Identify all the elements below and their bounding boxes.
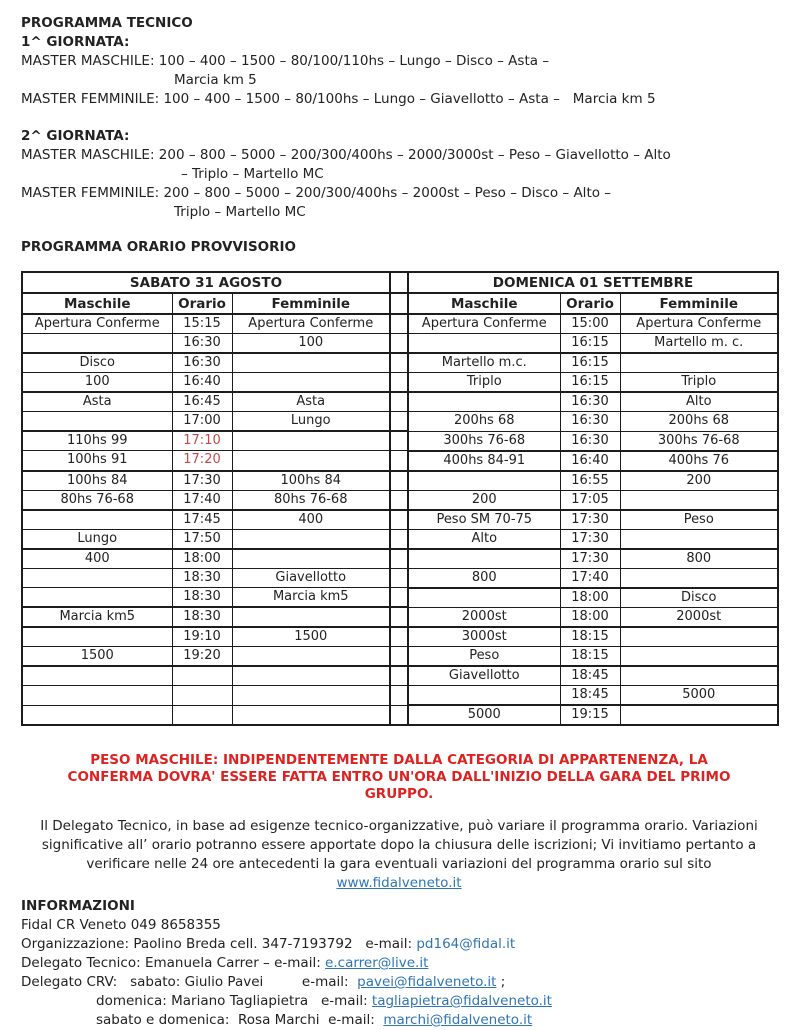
schedule-cell: 80hs 76-68	[22, 490, 172, 510]
schedule-cell: 17:30	[560, 549, 620, 569]
schedule-cell: 18:15	[560, 627, 620, 647]
schedule-cell: 19:15	[560, 705, 620, 725]
schedule-spacer-cell	[390, 373, 408, 393]
schedule-cell	[620, 568, 778, 588]
schedule-row	[22, 451, 778, 471]
schedule-cell: Apertura Conferme	[232, 314, 390, 334]
domenica-title: DOMENICA 01 SETTEMBRE	[408, 272, 778, 293]
schedule-cell: Lungo	[22, 529, 172, 549]
column-header-row	[22, 293, 778, 314]
schedule-spacer-cell	[390, 647, 408, 667]
schedule-cell: 16:30	[560, 392, 620, 412]
schedule-cell: 400	[22, 549, 172, 569]
schedule-cell: 80hs 76-68	[232, 490, 390, 510]
schedule-cell	[408, 392, 560, 412]
schedule-cell: Marcia km5	[22, 607, 172, 627]
schedule-cell: Peso	[408, 647, 560, 667]
schedule-cell	[620, 647, 778, 667]
schedule-cell	[408, 549, 560, 569]
schedule-cell	[172, 686, 232, 706]
schedule-row	[22, 666, 778, 686]
schedule-cell	[620, 705, 778, 725]
tagliapietra-email-link[interactable]: tagliapietra@fidalveneto.it	[371, 993, 552, 1009]
schedule-cell	[408, 334, 560, 354]
schedule-cell	[22, 412, 172, 432]
schedule-cell: 300hs 76-68	[620, 431, 778, 451]
delegato-tecnico-line	[21, 954, 777, 973]
schedule-cell: Peso	[620, 510, 778, 530]
schedule-cell: 200hs 68	[620, 412, 778, 432]
schedule-cell	[620, 627, 778, 647]
schedule-body	[22, 314, 778, 725]
schedule-cell: 2000st	[620, 607, 778, 627]
schedule-row	[22, 686, 778, 706]
schedule-cell: Apertura Conferme	[620, 314, 778, 334]
schedule-row	[22, 392, 778, 412]
schedule-cell: 16:30	[560, 431, 620, 451]
schedule-cell	[22, 705, 172, 725]
schedule-cell: 100hs 84	[232, 471, 390, 491]
schedule-spacer-cell	[390, 490, 408, 510]
schedule-table	[21, 271, 779, 726]
schedule-cell: Disco	[22, 353, 172, 373]
schedule-cell	[620, 529, 778, 549]
schedule-spacer-cell	[390, 529, 408, 549]
schedule-cell	[620, 490, 778, 510]
notice-text: Il Delegato Tecnico, in base ad esigenze tecnico-organizzative, può variare il programma orario. Variazioni significative all’ orario potranno essere apportate dopo la chiusura delle iscrizioni; Vi invitiamo pertanto a verificare nelle 24 ore antecedenti la gara eventuali variazioni del programma orario sul sito	[40, 818, 758, 872]
schedule-cell: 17:30	[560, 529, 620, 549]
schedule-cell: 17:30	[172, 471, 232, 491]
schedule-cell: 16:45	[172, 392, 232, 412]
schedule-cell: Apertura Conferme	[22, 314, 172, 334]
schedule-cell: 15:15	[172, 314, 232, 334]
schedule-row	[22, 353, 778, 373]
schedule-spacer-cell	[390, 686, 408, 706]
programma-tecnico-title: PROGRAMMA TECNICO	[21, 15, 193, 31]
delegato-crv-suffix: ;	[496, 974, 506, 990]
schedule-row	[22, 627, 778, 647]
schedule-cell: Marcia km5	[232, 588, 390, 608]
domenica-maschile-header: Maschile	[408, 293, 560, 314]
day1-maschile: MASTER MASCHILE: 100 – 400 – 1500 – 80/100/110hs – Lungo – Disco – Asta –	[21, 53, 550, 69]
schedule-cell	[620, 666, 778, 686]
schedule-cell: 5000	[620, 686, 778, 706]
orario-title: PROGRAMMA ORARIO PROVVISORIO	[21, 239, 297, 255]
schedule-cell: Triplo	[408, 373, 560, 393]
schedule-cell	[172, 705, 232, 725]
organizzazione-text: Organizzazione: Paolino Breda cell. 347-7193792 e-mail:	[21, 936, 417, 952]
schedule-spacer-cell	[390, 431, 408, 451]
schedule-cell: Alto	[620, 392, 778, 412]
schedule-cell: 300hs 76-68	[408, 431, 560, 451]
schedule-cell: 16:40	[560, 451, 620, 471]
schedule-cell: 19:20	[172, 647, 232, 667]
schedule-spacer-cell	[390, 451, 408, 471]
schedule-cell: 17:10	[172, 431, 232, 451]
schedule-cell: 16:30	[172, 353, 232, 373]
schedule-row	[22, 510, 778, 530]
schedule-spacer-cell	[390, 607, 408, 627]
schedule-cell	[232, 451, 390, 471]
schedule-cell: 17:05	[560, 490, 620, 510]
schedule-cell: Asta	[22, 392, 172, 412]
day1-femminile: MASTER FEMMINILE: 100 – 400 – 1500 – 80/100hs – Lungo – Giavellotto – Asta – Marcia km 5	[21, 91, 656, 107]
schedule-spacer-cell	[390, 705, 408, 725]
informazioni-heading: INFORMAZIONI	[21, 898, 135, 914]
schedule-cell	[408, 471, 560, 491]
schedule-cell: Peso SM 70-75	[408, 510, 560, 530]
schedule-cell: 18:30	[172, 568, 232, 588]
schedule-row	[22, 373, 778, 393]
schedule-cell	[408, 686, 560, 706]
schedule-spacer-cell	[390, 353, 408, 373]
pd164-email-link[interactable]: pd164@fidal.it	[416, 936, 516, 952]
schedule-spacer-cell	[390, 549, 408, 569]
schedule-cell: 18:00	[560, 588, 620, 608]
schedule-cell: 2000st	[408, 607, 560, 627]
schedule-cell: 100	[22, 373, 172, 393]
schedule-cell	[172, 666, 232, 686]
schedule-cell	[232, 549, 390, 569]
peso-maschile-warning: PESO MASCHILE: INDIPENDENTEMENTE DALLA CATEGORIA DI APPARTENENZA, LA CONFERMA DOVRA' ESSERE FATTA ENTRO UN'ORA DALL'INIZIO DELLA GARA DEL PRIMO GRUPPO.	[67, 752, 731, 802]
schedule-spacer-cell	[390, 568, 408, 588]
schedule-cell	[232, 607, 390, 627]
schedule-cell: 400hs 76	[620, 451, 778, 471]
schedule-cell: 100hs 91	[22, 451, 172, 471]
schedule-spacer-cell	[390, 314, 408, 334]
schedule-cell: 110hs 99	[22, 431, 172, 451]
schedule-spacer-cell	[390, 412, 408, 432]
delegato-crv-text: Delegato CRV: sabato: Giulio Pavei e-mail:	[21, 974, 358, 990]
schedule-spacer-cell	[390, 588, 408, 608]
schedule-cell	[232, 373, 390, 393]
schedule-cell: 16:30	[560, 412, 620, 432]
fidal-contact-line: Fidal CR Veneto 049 8658355	[21, 917, 221, 933]
sabato-orario-header: Orario	[172, 293, 232, 314]
domenica-femminile-header: Femminile	[620, 293, 778, 314]
spacer-header-cell	[390, 272, 408, 293]
schedule-cell	[232, 529, 390, 549]
marchi-email-link[interactable]: marchi@fidalveneto.it	[383, 1012, 533, 1028]
schedule-row	[22, 412, 778, 432]
schedule-row	[22, 314, 778, 334]
schedule-cell: 17:40	[560, 568, 620, 588]
schedule-cell: Apertura Conferme	[408, 314, 560, 334]
sabato-femminile-header: Femminile	[232, 293, 390, 314]
schedule-cell: 17:30	[560, 510, 620, 530]
schedule-cell: Martello m.c.	[408, 353, 560, 373]
schedule-cell	[22, 588, 172, 608]
schedule-cell: 3000st	[408, 627, 560, 647]
schedule-cell	[22, 510, 172, 530]
schedule-row	[22, 568, 778, 588]
schedule-cell: 19:10	[172, 627, 232, 647]
domenica-orario-header: Orario	[560, 293, 620, 314]
schedule-cell: Giavellotto	[232, 568, 390, 588]
schedule-cell	[22, 568, 172, 588]
delegato-notice	[21, 817, 777, 893]
schedule-cell: 17:20	[172, 451, 232, 471]
delegato-crv-line	[21, 973, 777, 992]
day2-femminile-cont: Triplo – Martello MC	[174, 204, 306, 220]
schedule-cell	[22, 666, 172, 686]
domenica-delegato-line	[21, 992, 777, 1011]
schedule-row	[22, 549, 778, 569]
day1-heading: 1^ GIORNATA:	[21, 34, 130, 50]
carrer-email-link[interactable]: e.carrer@live.it	[325, 955, 429, 971]
day-title-row	[22, 272, 778, 293]
schedule-cell	[232, 686, 390, 706]
schedule-cell: 1500	[232, 627, 390, 647]
pavei-email-link[interactable]: pavei@fidalveneto.it	[357, 974, 497, 990]
schedule-cell: 18:00	[560, 607, 620, 627]
schedule-cell: 100	[232, 334, 390, 354]
domenica-delegato-text: domenica: Mariano Tagliapietra e-mail:	[96, 993, 372, 1009]
schedule-row	[22, 607, 778, 627]
schedule-cell	[232, 431, 390, 451]
schedule-cell: 1500	[22, 647, 172, 667]
schedule-cell: Alto	[408, 529, 560, 549]
schedule-cell: 16:40	[172, 373, 232, 393]
schedule-cell: 15:00	[560, 314, 620, 334]
day2-maschile: MASTER MASCHILE: 200 – 800 – 5000 – 200/300/400hs – 2000/3000st – Peso – Giavellotto – Alto	[21, 147, 671, 163]
schedule-cell: Triplo	[620, 373, 778, 393]
day2-maschile-cont: – Triplo – Martello MC	[181, 166, 324, 182]
schedule-cell	[232, 647, 390, 667]
day2-femminile: MASTER FEMMINILE: 200 – 800 – 5000 – 200/300/400hs – 2000st – Peso – Disco – Alto –	[21, 185, 612, 201]
schedule-row	[22, 431, 778, 451]
schedule-cell	[22, 686, 172, 706]
schedule-cell: 18:45	[560, 666, 620, 686]
schedule-spacer-cell	[390, 334, 408, 354]
schedule-row	[22, 529, 778, 549]
schedule-row	[22, 647, 778, 667]
schedule-cell: 200	[620, 471, 778, 491]
schedule-cell: 17:45	[172, 510, 232, 530]
organizzazione-line	[21, 935, 777, 954]
schedule-cell	[408, 588, 560, 608]
schedule-row	[22, 471, 778, 491]
schedule-cell: 18:45	[560, 686, 620, 706]
schedule-cell: 16:55	[560, 471, 620, 491]
schedule-spacer-cell	[390, 627, 408, 647]
day2-heading: 2^ GIORNATA:	[21, 128, 130, 144]
schedule-cell: 16:30	[172, 334, 232, 354]
schedule-cell: 5000	[408, 705, 560, 725]
schedule-cell: Lungo	[232, 412, 390, 432]
sabato-domenica-text: sabato e domenica: Rosa Marchi e-mail:	[96, 1012, 384, 1028]
schedule-cell: 16:15	[560, 353, 620, 373]
schedule-spacer-cell	[390, 392, 408, 412]
schedule-cell	[232, 705, 390, 725]
schedule-cell	[620, 353, 778, 373]
schedule-cell: 800	[408, 568, 560, 588]
programma-tecnico-section	[21, 14, 777, 257]
schedule-cell: Asta	[232, 392, 390, 412]
schedule-cell: Martello m. c.	[620, 334, 778, 354]
schedule-cell	[22, 334, 172, 354]
schedule-cell: 18:30	[172, 607, 232, 627]
schedule-row	[22, 334, 778, 354]
schedule-cell: 400hs 84-91	[408, 451, 560, 471]
schedule-cell: 17:40	[172, 490, 232, 510]
schedule-row	[22, 705, 778, 725]
schedule-row	[22, 490, 778, 510]
schedule-spacer-cell	[390, 666, 408, 686]
schedule-row	[22, 588, 778, 608]
spacer-header-cell	[390, 293, 408, 314]
informazioni-section	[21, 897, 777, 1030]
schedule-cell: 17:00	[172, 412, 232, 432]
schedule-cell: Giavellotto	[408, 666, 560, 686]
schedule-cell	[22, 627, 172, 647]
day1-maschile-cont: Marcia km 5	[174, 72, 257, 88]
schedule-cell: 200	[408, 490, 560, 510]
sabato-title: SABATO 31 AGOSTO	[22, 272, 390, 293]
schedule-cell: 16:15	[560, 334, 620, 354]
schedule-cell: 17:50	[172, 529, 232, 549]
schedule-cell	[232, 666, 390, 686]
delegato-tecnico-text: Delegato Tecnico: Emanuela Carrer – e-mail:	[21, 955, 326, 971]
schedule-cell: 200hs 68	[408, 412, 560, 432]
sabato-maschile-header: Maschile	[22, 293, 172, 314]
schedule-cell	[232, 353, 390, 373]
schedule-cell: 800	[620, 549, 778, 569]
schedule-cell: 18:00	[172, 549, 232, 569]
fidalveneto-link[interactable]: www.fidalveneto.it	[336, 875, 462, 891]
schedule-cell: 16:15	[560, 373, 620, 393]
schedule-cell: 400	[232, 510, 390, 530]
schedule-spacer-cell	[390, 510, 408, 530]
schedule-cell: 18:15	[560, 647, 620, 667]
sabato-domenica-line	[21, 1011, 777, 1030]
schedule-cell: Disco	[620, 588, 778, 608]
schedule-cell: 18:30	[172, 588, 232, 608]
schedule-spacer-cell	[390, 471, 408, 491]
schedule-cell: 100hs 84	[22, 471, 172, 491]
